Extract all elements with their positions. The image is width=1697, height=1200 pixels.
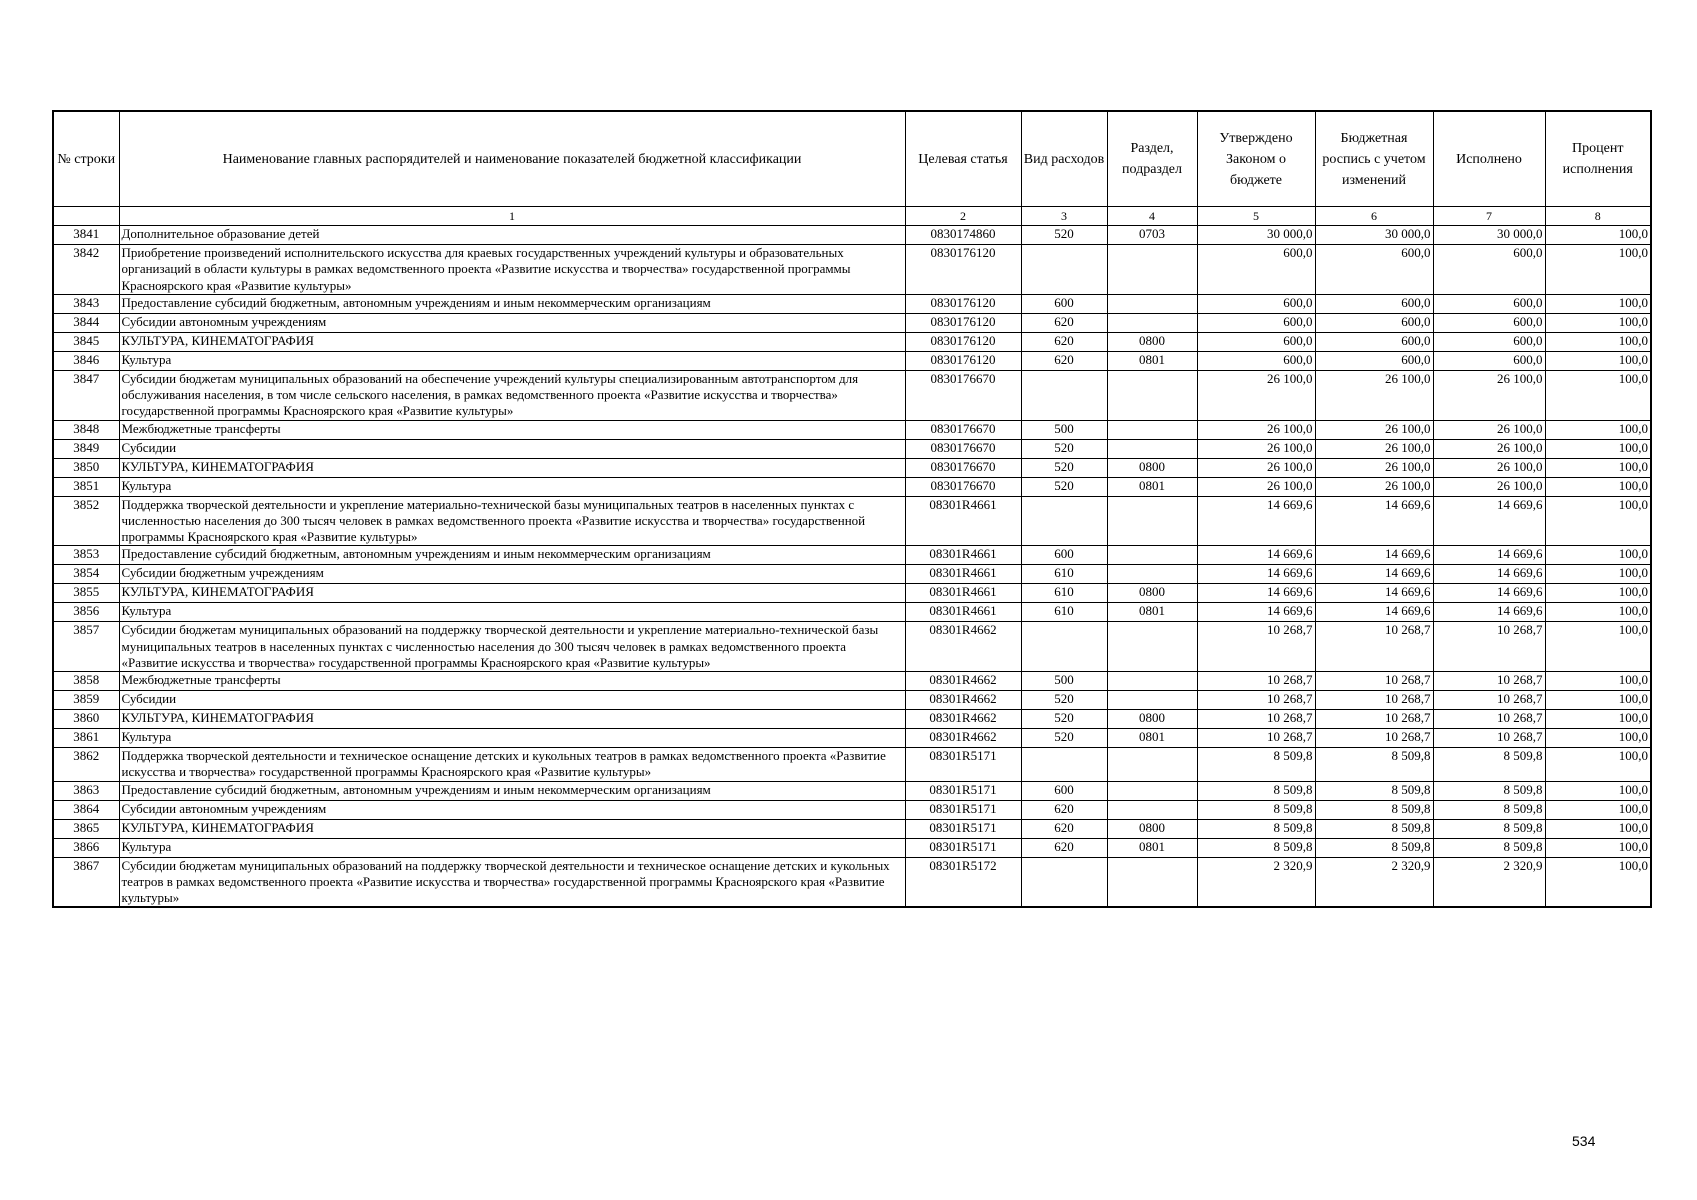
column-number: 4 — [1107, 207, 1197, 226]
percent-cell: 100,0 — [1545, 838, 1651, 857]
expense-type-cell: 500 — [1021, 420, 1107, 439]
row-number-cell: 3849 — [53, 439, 119, 458]
section-cell: 0801 — [1107, 838, 1197, 857]
expense-type-cell: 600 — [1021, 546, 1107, 565]
approved-cell: 14 669,6 — [1197, 496, 1315, 546]
name-cell: Приобретение произведений исполнительского искусства для краевых государственных учреждений культуры и образовательных организаций в области культуры в рамках ведомственного проекта «Развитие искусства и творчества» государственной программы Красноярского края «Развитие культуры» — [119, 245, 905, 295]
section-cell — [1107, 420, 1197, 439]
budget-schedule-cell: 26 100,0 — [1315, 477, 1433, 496]
section-cell — [1107, 622, 1197, 672]
approved-cell: 600,0 — [1197, 313, 1315, 332]
section-cell — [1107, 565, 1197, 584]
name-cell: Культура — [119, 477, 905, 496]
approved-cell: 8 509,8 — [1197, 838, 1315, 857]
executed-cell: 14 669,6 — [1433, 546, 1545, 565]
table-row — [53, 691, 1651, 710]
name-cell: Культура — [119, 729, 905, 748]
table-row — [53, 838, 1651, 857]
executed-cell: 600,0 — [1433, 332, 1545, 351]
percent-cell: 100,0 — [1545, 351, 1651, 370]
executed-cell: 8 509,8 — [1433, 748, 1545, 782]
budget-schedule-cell: 8 509,8 — [1315, 819, 1433, 838]
executed-cell: 600,0 — [1433, 313, 1545, 332]
table-row — [53, 565, 1651, 584]
budget-schedule-cell: 10 268,7 — [1315, 691, 1433, 710]
approved-cell: 14 669,6 — [1197, 546, 1315, 565]
column-number: 2 — [905, 207, 1021, 226]
table-row — [53, 332, 1651, 351]
approved-cell: 26 100,0 — [1197, 439, 1315, 458]
row-number-cell: 3855 — [53, 584, 119, 603]
section-cell — [1107, 313, 1197, 332]
percent-cell: 100,0 — [1545, 672, 1651, 691]
col-header-executed: Исполнено — [1433, 111, 1545, 207]
row-number-cell: 3862 — [53, 748, 119, 782]
target-article-cell: 0830176120 — [905, 351, 1021, 370]
executed-cell: 26 100,0 — [1433, 420, 1545, 439]
approved-cell: 26 100,0 — [1197, 458, 1315, 477]
target-article-cell: 08301R5171 — [905, 800, 1021, 819]
table-row — [53, 781, 1651, 800]
target-article-cell: 08301R4661 — [905, 584, 1021, 603]
budget-schedule-cell: 10 268,7 — [1315, 710, 1433, 729]
executed-cell: 14 669,6 — [1433, 565, 1545, 584]
executed-cell: 600,0 — [1433, 351, 1545, 370]
col-header-section: Раздел, подраздел — [1107, 111, 1197, 207]
approved-cell: 26 100,0 — [1197, 420, 1315, 439]
section-cell — [1107, 439, 1197, 458]
percent-cell: 100,0 — [1545, 245, 1651, 295]
budget-schedule-cell: 600,0 — [1315, 332, 1433, 351]
budget-schedule-cell: 600,0 — [1315, 245, 1433, 295]
percent-cell: 100,0 — [1545, 565, 1651, 584]
expense-type-cell: 520 — [1021, 691, 1107, 710]
target-article-cell: 08301R4662 — [905, 622, 1021, 672]
target-article-cell: 08301R4662 — [905, 691, 1021, 710]
row-number-cell: 3846 — [53, 351, 119, 370]
target-article-cell: 0830176670 — [905, 439, 1021, 458]
name-cell: Субсидии бюджетам муниципальных образований на поддержку творческой деятельности и техническое оснащение детских и кукольных театров в рамках ведомственного проекта «Развитие искусства и творчества» государственной программы Красноярского края «Развитие культуры» — [119, 857, 905, 907]
table-row — [53, 603, 1651, 622]
percent-cell: 100,0 — [1545, 819, 1651, 838]
percent-cell: 100,0 — [1545, 546, 1651, 565]
row-number-cell: 3858 — [53, 672, 119, 691]
percent-cell: 100,0 — [1545, 691, 1651, 710]
executed-cell: 10 268,7 — [1433, 710, 1545, 729]
executed-cell: 14 669,6 — [1433, 584, 1545, 603]
table-row — [53, 226, 1651, 245]
name-cell: Субсидии автономным учреждениям — [119, 800, 905, 819]
col-header-approved: Утверждено Законом о бюджете — [1197, 111, 1315, 207]
expense-type-cell: 610 — [1021, 584, 1107, 603]
percent-cell: 100,0 — [1545, 313, 1651, 332]
expense-type-cell: 600 — [1021, 294, 1107, 313]
table-row — [53, 622, 1651, 672]
target-article-cell: 08301R5171 — [905, 748, 1021, 782]
name-cell: Субсидии бюджетным учреждениям — [119, 565, 905, 584]
approved-cell: 10 268,7 — [1197, 622, 1315, 672]
approved-cell: 600,0 — [1197, 332, 1315, 351]
expense-type-cell: 620 — [1021, 313, 1107, 332]
percent-cell: 100,0 — [1545, 857, 1651, 907]
expense-type-cell: 520 — [1021, 710, 1107, 729]
approved-cell: 26 100,0 — [1197, 370, 1315, 420]
row-number-cell: 3848 — [53, 420, 119, 439]
expense-type-cell: 520 — [1021, 729, 1107, 748]
approved-cell: 10 268,7 — [1197, 672, 1315, 691]
column-number: 5 — [1197, 207, 1315, 226]
column-number: 6 — [1315, 207, 1433, 226]
name-cell: Поддержка творческой деятельности и техническое оснащение детских и кукольных театров в рамках ведомственного проекта «Развитие искусства и творчества» государственной программы Красноярского края «Развитие культуры» — [119, 748, 905, 782]
section-cell: 0801 — [1107, 729, 1197, 748]
percent-cell: 100,0 — [1545, 420, 1651, 439]
budget-schedule-cell: 10 268,7 — [1315, 729, 1433, 748]
executed-cell: 8 509,8 — [1433, 800, 1545, 819]
row-number-cell: 3864 — [53, 800, 119, 819]
name-cell: Межбюджетные трансферты — [119, 420, 905, 439]
name-cell: Культура — [119, 838, 905, 857]
row-number-cell: 3860 — [53, 710, 119, 729]
executed-cell: 8 509,8 — [1433, 819, 1545, 838]
name-cell: Дополнительное образование детей — [119, 226, 905, 245]
table-row — [53, 748, 1651, 782]
approved-cell: 600,0 — [1197, 351, 1315, 370]
name-cell: Субсидии автономным учреждениям — [119, 313, 905, 332]
budget-schedule-cell: 600,0 — [1315, 294, 1433, 313]
table-row — [53, 857, 1651, 907]
name-cell: КУЛЬТУРА, КИНЕМАТОГРАФИЯ — [119, 710, 905, 729]
target-article-cell: 08301R4662 — [905, 710, 1021, 729]
executed-cell: 30 000,0 — [1433, 226, 1545, 245]
expense-type-cell — [1021, 748, 1107, 782]
row-number-cell: 3865 — [53, 819, 119, 838]
expense-type-cell — [1021, 622, 1107, 672]
expense-type-cell: 600 — [1021, 781, 1107, 800]
section-cell — [1107, 800, 1197, 819]
table-row — [53, 584, 1651, 603]
column-number — [53, 207, 119, 226]
budget-schedule-cell: 26 100,0 — [1315, 420, 1433, 439]
target-article-cell: 08301R5171 — [905, 819, 1021, 838]
approved-cell: 600,0 — [1197, 245, 1315, 295]
table-row — [53, 370, 1651, 420]
expense-type-cell: 520 — [1021, 458, 1107, 477]
percent-cell: 100,0 — [1545, 477, 1651, 496]
target-article-cell: 0830176120 — [905, 313, 1021, 332]
col-header-budget-schedule: Бюджетная роспись с учетом изменений — [1315, 111, 1433, 207]
target-article-cell: 0830176670 — [905, 420, 1021, 439]
percent-cell: 100,0 — [1545, 439, 1651, 458]
name-cell: Предоставление субсидий бюджетным, автономным учреждениям и иным некоммерческим организациям — [119, 781, 905, 800]
expense-type-cell: 610 — [1021, 603, 1107, 622]
section-cell: 0801 — [1107, 351, 1197, 370]
table-row — [53, 477, 1651, 496]
percent-cell: 100,0 — [1545, 584, 1651, 603]
row-number-cell: 3853 — [53, 546, 119, 565]
budget-schedule-cell: 14 669,6 — [1315, 603, 1433, 622]
expense-type-cell: 620 — [1021, 800, 1107, 819]
budget-schedule-cell: 8 509,8 — [1315, 781, 1433, 800]
percent-cell: 100,0 — [1545, 800, 1651, 819]
budget-schedule-cell: 30 000,0 — [1315, 226, 1433, 245]
row-number-cell: 3850 — [53, 458, 119, 477]
name-cell: КУЛЬТУРА, КИНЕМАТОГРАФИЯ — [119, 458, 905, 477]
name-cell: Культура — [119, 351, 905, 370]
name-cell: Субсидии бюджетам муниципальных образований на обеспечение учреждений культуры специализированным автотранспортом для обслуживания населения, в том числе сельского населения, в рамках ведомственного проекта «Развитие искусства и творчества» государственной программы Красноярского края «Развитие культуры» — [119, 370, 905, 420]
executed-cell: 10 268,7 — [1433, 729, 1545, 748]
percent-cell: 100,0 — [1545, 226, 1651, 245]
approved-cell: 14 669,6 — [1197, 603, 1315, 622]
section-cell: 0800 — [1107, 458, 1197, 477]
section-cell — [1107, 245, 1197, 295]
section-cell — [1107, 370, 1197, 420]
name-cell: Поддержка творческой деятельности и укрепление материально-технической базы муниципальных театров в населенных пунктах с численностью населения до 300 тысяч человек в рамках ведомственного проекта «Развитие искусства и творчества» государственной программы Красноярского края «Развитие культуры» — [119, 496, 905, 546]
target-article-cell: 0830176120 — [905, 245, 1021, 295]
approved-cell: 10 268,7 — [1197, 710, 1315, 729]
approved-cell: 600,0 — [1197, 294, 1315, 313]
budget-schedule-cell: 14 669,6 — [1315, 565, 1433, 584]
target-article-cell: 08301R5171 — [905, 838, 1021, 857]
table-row — [53, 496, 1651, 546]
section-cell: 0801 — [1107, 603, 1197, 622]
section-cell: 0800 — [1107, 332, 1197, 351]
table-row — [53, 351, 1651, 370]
name-cell: Межбюджетные трансферты — [119, 672, 905, 691]
expense-type-cell: 620 — [1021, 838, 1107, 857]
target-article-cell: 08301R5172 — [905, 857, 1021, 907]
row-number-cell: 3843 — [53, 294, 119, 313]
percent-cell: 100,0 — [1545, 332, 1651, 351]
budget-schedule-cell: 14 669,6 — [1315, 584, 1433, 603]
expense-type-cell — [1021, 496, 1107, 546]
executed-cell: 14 669,6 — [1433, 603, 1545, 622]
section-cell: 0800 — [1107, 584, 1197, 603]
row-number-cell: 3852 — [53, 496, 119, 546]
percent-cell: 100,0 — [1545, 496, 1651, 546]
section-cell — [1107, 546, 1197, 565]
section-cell — [1107, 672, 1197, 691]
executed-cell: 26 100,0 — [1433, 439, 1545, 458]
name-cell: КУЛЬТУРА, КИНЕМАТОГРАФИЯ — [119, 819, 905, 838]
expense-type-cell: 610 — [1021, 565, 1107, 584]
target-article-cell: 08301R4662 — [905, 672, 1021, 691]
expense-type-cell: 520 — [1021, 477, 1107, 496]
row-number-cell: 3845 — [53, 332, 119, 351]
executed-cell: 10 268,7 — [1433, 691, 1545, 710]
executed-cell: 8 509,8 — [1433, 838, 1545, 857]
budget-schedule-cell: 14 669,6 — [1315, 546, 1433, 565]
approved-cell: 14 669,6 — [1197, 584, 1315, 603]
budget-schedule-cell: 26 100,0 — [1315, 458, 1433, 477]
section-cell — [1107, 857, 1197, 907]
approved-cell: 8 509,8 — [1197, 748, 1315, 782]
section-cell — [1107, 294, 1197, 313]
target-article-cell: 0830176670 — [905, 477, 1021, 496]
executed-cell: 26 100,0 — [1433, 477, 1545, 496]
name-cell: Предоставление субсидий бюджетным, автономным учреждениям и иным некоммерческим организациям — [119, 294, 905, 313]
section-cell — [1107, 691, 1197, 710]
target-article-cell: 08301R4661 — [905, 603, 1021, 622]
col-header-target-article: Целевая статья — [905, 111, 1021, 207]
name-cell: КУЛЬТУРА, КИНЕМАТОГРАФИЯ — [119, 332, 905, 351]
target-article-cell: 08301R4662 — [905, 729, 1021, 748]
name-cell: Субсидии — [119, 439, 905, 458]
row-number-cell: 3867 — [53, 857, 119, 907]
percent-cell: 100,0 — [1545, 781, 1651, 800]
column-number: 7 — [1433, 207, 1545, 226]
approved-cell: 8 509,8 — [1197, 800, 1315, 819]
budget-schedule-cell: 2 320,9 — [1315, 857, 1433, 907]
percent-cell: 100,0 — [1545, 370, 1651, 420]
row-number-cell: 3857 — [53, 622, 119, 672]
expense-type-cell: 520 — [1021, 439, 1107, 458]
table-row — [53, 439, 1651, 458]
col-header-expense-type: Вид расходов — [1021, 111, 1107, 207]
table-row — [53, 819, 1651, 838]
expense-type-cell: 620 — [1021, 332, 1107, 351]
executed-cell: 600,0 — [1433, 294, 1545, 313]
row-number-cell: 3854 — [53, 565, 119, 584]
percent-cell: 100,0 — [1545, 748, 1651, 782]
table-body — [53, 207, 1651, 908]
row-number-cell: 3841 — [53, 226, 119, 245]
approved-cell: 30 000,0 — [1197, 226, 1315, 245]
column-number-row — [53, 207, 1651, 226]
approved-cell: 10 268,7 — [1197, 729, 1315, 748]
row-number-cell: 3861 — [53, 729, 119, 748]
expense-type-cell: 620 — [1021, 351, 1107, 370]
expense-type-cell — [1021, 857, 1107, 907]
table-row — [53, 672, 1651, 691]
percent-cell: 100,0 — [1545, 294, 1651, 313]
table-row — [53, 245, 1651, 295]
name-cell: Субсидии бюджетам муниципальных образований на поддержку творческой деятельности и укрепление материально-технической базы муниципальных театров в населенных пунктах с численностью населения до 300 тысяч человек в рамках ведомственного проекта «Развитие искусства и творчества» государственной программы Красноярского края «Развитие культуры» — [119, 622, 905, 672]
col-header-name: Наименование главных распорядителей и наименование показателей бюджетной классификации — [119, 111, 905, 207]
table-row — [53, 420, 1651, 439]
section-cell — [1107, 748, 1197, 782]
name-cell: Субсидии — [119, 691, 905, 710]
executed-cell: 10 268,7 — [1433, 622, 1545, 672]
col-header-row-number: № строки — [53, 111, 119, 207]
percent-cell: 100,0 — [1545, 729, 1651, 748]
approved-cell: 26 100,0 — [1197, 477, 1315, 496]
budget-table — [52, 110, 1652, 908]
expense-type-cell: 500 — [1021, 672, 1107, 691]
budget-schedule-cell: 14 669,6 — [1315, 496, 1433, 546]
row-number-cell: 3863 — [53, 781, 119, 800]
column-number: 3 — [1021, 207, 1107, 226]
header-row — [53, 111, 1651, 207]
executed-cell: 8 509,8 — [1433, 781, 1545, 800]
target-article-cell: 0830174860 — [905, 226, 1021, 245]
expense-type-cell — [1021, 370, 1107, 420]
table-row — [53, 800, 1651, 819]
approved-cell: 8 509,8 — [1197, 781, 1315, 800]
executed-cell: 26 100,0 — [1433, 370, 1545, 420]
executed-cell: 14 669,6 — [1433, 496, 1545, 546]
budget-schedule-cell: 10 268,7 — [1315, 622, 1433, 672]
target-article-cell: 08301R5171 — [905, 781, 1021, 800]
executed-cell: 26 100,0 — [1433, 458, 1545, 477]
percent-cell: 100,0 — [1545, 458, 1651, 477]
row-number-cell: 3866 — [53, 838, 119, 857]
budget-schedule-cell: 600,0 — [1315, 351, 1433, 370]
section-cell — [1107, 781, 1197, 800]
column-number: 8 — [1545, 207, 1651, 226]
executed-cell: 2 320,9 — [1433, 857, 1545, 907]
budget-schedule-cell: 8 509,8 — [1315, 800, 1433, 819]
percent-cell: 100,0 — [1545, 622, 1651, 672]
budget-schedule-cell: 8 509,8 — [1315, 748, 1433, 782]
row-number-cell: 3847 — [53, 370, 119, 420]
percent-cell: 100,0 — [1545, 710, 1651, 729]
row-number-cell: 3842 — [53, 245, 119, 295]
budget-schedule-cell: 26 100,0 — [1315, 370, 1433, 420]
budget-schedule-cell: 600,0 — [1315, 313, 1433, 332]
table-row — [53, 729, 1651, 748]
name-cell: КУЛЬТУРА, КИНЕМАТОГРАФИЯ — [119, 584, 905, 603]
target-article-cell: 0830176120 — [905, 332, 1021, 351]
target-article-cell: 08301R4661 — [905, 565, 1021, 584]
approved-cell: 2 320,9 — [1197, 857, 1315, 907]
table-row — [53, 546, 1651, 565]
name-cell: Предоставление субсидий бюджетным, автономным учреждениям и иным некоммерческим организациям — [119, 546, 905, 565]
target-article-cell: 08301R4661 — [905, 496, 1021, 546]
col-header-percent: Процент исполнения — [1545, 111, 1651, 207]
executed-cell: 600,0 — [1433, 245, 1545, 295]
expense-type-cell: 620 — [1021, 819, 1107, 838]
target-article-cell: 0830176120 — [905, 294, 1021, 313]
budget-schedule-cell: 10 268,7 — [1315, 672, 1433, 691]
table-row — [53, 710, 1651, 729]
section-cell: 0801 — [1107, 477, 1197, 496]
section-cell: 0800 — [1107, 819, 1197, 838]
table-row — [53, 458, 1651, 477]
column-number: 1 — [119, 207, 905, 226]
row-number-cell: 3851 — [53, 477, 119, 496]
row-number-cell: 3856 — [53, 603, 119, 622]
approved-cell: 10 268,7 — [1197, 691, 1315, 710]
row-number-cell: 3844 — [53, 313, 119, 332]
executed-cell: 10 268,7 — [1433, 672, 1545, 691]
section-cell: 0703 — [1107, 226, 1197, 245]
row-number-cell: 3859 — [53, 691, 119, 710]
target-article-cell: 08301R4661 — [905, 546, 1021, 565]
percent-cell: 100,0 — [1545, 603, 1651, 622]
budget-schedule-cell: 26 100,0 — [1315, 439, 1433, 458]
expense-type-cell: 520 — [1021, 226, 1107, 245]
budget-schedule-cell: 8 509,8 — [1315, 838, 1433, 857]
table-row — [53, 313, 1651, 332]
section-cell — [1107, 496, 1197, 546]
table-row — [53, 294, 1651, 313]
target-article-cell: 0830176670 — [905, 458, 1021, 477]
section-cell: 0800 — [1107, 710, 1197, 729]
approved-cell: 14 669,6 — [1197, 565, 1315, 584]
expense-type-cell — [1021, 245, 1107, 295]
target-article-cell: 0830176670 — [905, 370, 1021, 420]
approved-cell: 8 509,8 — [1197, 819, 1315, 838]
name-cell: Культура — [119, 603, 905, 622]
page-number: 534 — [1572, 1133, 1596, 1149]
